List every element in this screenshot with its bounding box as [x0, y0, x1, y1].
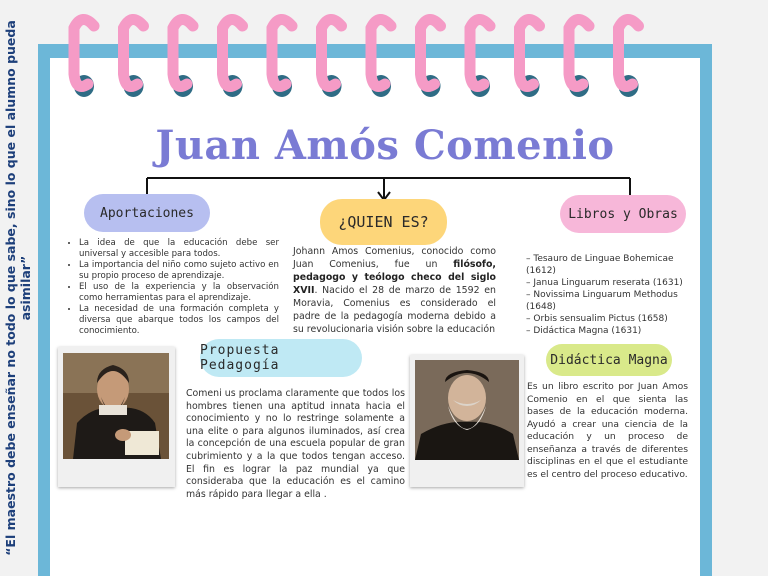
heading-aportaciones: Aportaciones — [84, 194, 210, 232]
list-item: – Janua Linguarum reserata (1631) — [526, 278, 683, 288]
list-item: – Tesauro de Linguae Bohemicae (1612) — [526, 254, 674, 276]
list-item: • La necesidad de una formación completa y diversa que abarque todos los campos del conocimiento. — [79, 304, 279, 337]
quien-text-bold: filósofo, pedagogo y teólogo checo del siglo XVII — [293, 259, 496, 296]
libros-list — [526, 253, 690, 337]
list-item: • La idea de que la educación debe ser universal y accesible para todos. — [79, 238, 279, 260]
list-item: – Orbis sensualim Pictus (1658) — [526, 314, 668, 324]
side-quote — [0, 0, 36, 576]
didactica-text: Es un libro escrito por Juan Amos Comenio en el que sienta las bases de la educación moderna. Ayudó a crear una ciencia de la educación y un proceso de enseñanza a través de diferentes disciplinas en el que el estudiante es el centro del proceso educativo. — [527, 381, 688, 480]
list-item: • La importancia del niño como sujeto activo en su propio proceso de aprendizaje. — [79, 260, 279, 282]
list-item: – Novissima Linguarum Methodus (1648) — [526, 290, 678, 312]
list-item: – Didáctica Magna (1631) — [526, 326, 642, 336]
photo-comenius — [58, 347, 175, 487]
page-title: Juan Amós Comenio — [155, 122, 615, 169]
heading-libros-obras: Libros y Obras — [560, 195, 686, 233]
portrait-comenius-image — [63, 353, 169, 459]
quien-text-before: Johann Amos Comenius, conocido como Juan Comenius, fue un — [293, 246, 496, 270]
quien-es-text — [293, 245, 496, 336]
propuesta-text: Comeni us proclama claramente que todos los hombres tienen una aptitud innata hacia el conocimiento y no lo restringe solamente a una elite o para algunos iluminados, así crea la concepción de una escuela popular de gran cubrimiento y a la que todos tengan acceso. El fin es lograr la paz mundial ya que consideraba que la educación es el camino más rápido para llegar a ella . — [186, 388, 405, 500]
list-item: • El uso de la experiencia y la observación como herramientas para el aprendizaje. — [79, 282, 279, 304]
photo-elder-portrait — [410, 355, 524, 487]
portrait-elder-image — [415, 360, 519, 460]
aportaciones-list — [66, 238, 279, 337]
heading-didactica-magna: Didáctica Magna — [546, 344, 672, 376]
side-quote-text: “El maestro debe enseñar no todo lo que sabe, sino lo que el alumno pueda asimilar” — [3, 20, 33, 556]
quien-text-after: . Nacido el 28 de marzo de 1592 en Moravia, Comenius es considerado el padre de la pedagogía moderna debido a su revolucionaria visión sobre la educación — [293, 285, 496, 335]
heading-propuesta-pedagogia: Propuesta Pedagogía — [200, 339, 362, 377]
spiral-rings — [56, 8, 676, 108]
heading-quien-es: ¿QUIEN ES? — [320, 199, 447, 245]
